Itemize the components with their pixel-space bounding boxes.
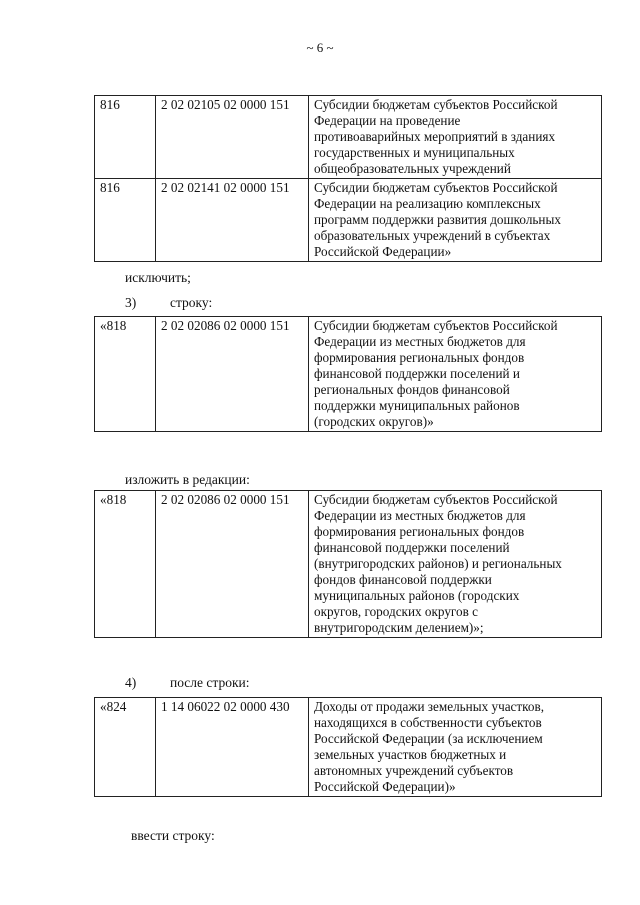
description-line: формирования региональных фондов bbox=[314, 524, 525, 539]
item-3 bbox=[125, 295, 212, 311]
table-row bbox=[95, 491, 602, 638]
table-after-row bbox=[94, 697, 602, 797]
description-line: фондов финансовой поддержки bbox=[314, 572, 492, 587]
description-line: Российской Федерации)» bbox=[314, 779, 456, 794]
description-line: (внутригородских районов) и региональных bbox=[314, 556, 562, 571]
budget-classification-code: 1 14 06022 02 0000 430 bbox=[156, 698, 309, 797]
description-line: Субсидии бюджетам субъектов Российской bbox=[314, 492, 558, 507]
table-row bbox=[95, 698, 602, 797]
table-new-row bbox=[94, 490, 602, 638]
description-line: Российской Федерации (за исключением bbox=[314, 731, 543, 746]
item-4 bbox=[125, 675, 250, 691]
revenue-admin-code: «818 bbox=[95, 317, 156, 432]
description-line: Федерации на реализацию комплексных bbox=[314, 196, 541, 211]
budget-classification-code: 2 02 02141 02 0000 151 bbox=[156, 179, 309, 262]
description-line: общеобразовательных учреждений bbox=[314, 161, 511, 176]
description-line: образовательных учреждений в субъектах bbox=[314, 228, 551, 243]
budget-classification-code: 2 02 02086 02 0000 151 bbox=[156, 317, 309, 432]
description-line: региональных фондов финансовой bbox=[314, 382, 510, 397]
description-line: автономных учреждений субъектов bbox=[314, 763, 514, 778]
revenue-description bbox=[309, 317, 602, 432]
item-number: 4) bbox=[125, 675, 137, 690]
instruction-exclude: исключить; bbox=[125, 270, 191, 285]
description-line: Федерации из местных бюджетов для bbox=[314, 334, 526, 349]
table-excluded-rows bbox=[94, 95, 602, 262]
instruction-insert: ввести строку: bbox=[131, 828, 215, 843]
item-text: после строки: bbox=[170, 675, 250, 690]
description-line: Федерации на проведение bbox=[314, 113, 461, 128]
description-line: финансовой поддержки поселений bbox=[314, 540, 510, 555]
description-line: земельных участков бюджетных и bbox=[314, 747, 507, 762]
budget-classification-code: 2 02 02086 02 0000 151 bbox=[156, 491, 309, 638]
table-row bbox=[95, 317, 602, 432]
description-line: поддержки муниципальных районов bbox=[314, 398, 520, 413]
page-number: ~ 6 ~ bbox=[306, 40, 334, 55]
table-current-row bbox=[94, 316, 602, 432]
budget-classification-code: 2 02 02105 02 0000 151 bbox=[156, 96, 309, 179]
table-row bbox=[95, 96, 602, 179]
revenue-admin-code: «818 bbox=[95, 491, 156, 638]
description-line: внутригородским делением)»; bbox=[314, 620, 484, 635]
revenue-description bbox=[309, 96, 602, 179]
description-line: Доходы от продажи земельных участков, bbox=[314, 699, 545, 714]
revenue-admin-code: 816 bbox=[95, 96, 156, 179]
description-line: государственных и муниципальных bbox=[314, 145, 515, 160]
item-text: строку: bbox=[170, 295, 213, 310]
description-line: (городских округов)» bbox=[314, 414, 434, 429]
description-line: Субсидии бюджетам субъектов Российской bbox=[314, 318, 558, 333]
description-line: Российской Федерации» bbox=[314, 244, 452, 259]
description-line: Субсидии бюджетам субъектов Российской bbox=[314, 97, 558, 112]
table-row bbox=[95, 179, 602, 262]
description-line: Субсидии бюджетам субъектов Российской bbox=[314, 180, 558, 195]
description-line: муниципальных районов (городских bbox=[314, 588, 520, 603]
revenue-admin-code: «824 bbox=[95, 698, 156, 797]
description-line: противоаварийных мероприятий в зданиях bbox=[314, 129, 556, 144]
item-number: 3) bbox=[125, 295, 137, 310]
instruction-edit: изложить в редакции: bbox=[125, 472, 250, 487]
revenue-admin-code: 816 bbox=[95, 179, 156, 262]
revenue-description bbox=[309, 179, 602, 262]
description-line: финансовой поддержки поселений и bbox=[314, 366, 520, 381]
description-line: программ поддержки развития дошкольных bbox=[314, 212, 561, 227]
description-line: округов, городских округов с bbox=[314, 604, 478, 619]
description-line: находящихся в собственности субъектов bbox=[314, 715, 542, 730]
revenue-description bbox=[309, 698, 602, 797]
description-line: Федерации из местных бюджетов для bbox=[314, 508, 526, 523]
revenue-description bbox=[309, 491, 602, 638]
description-line: формирования региональных фондов bbox=[314, 350, 525, 365]
